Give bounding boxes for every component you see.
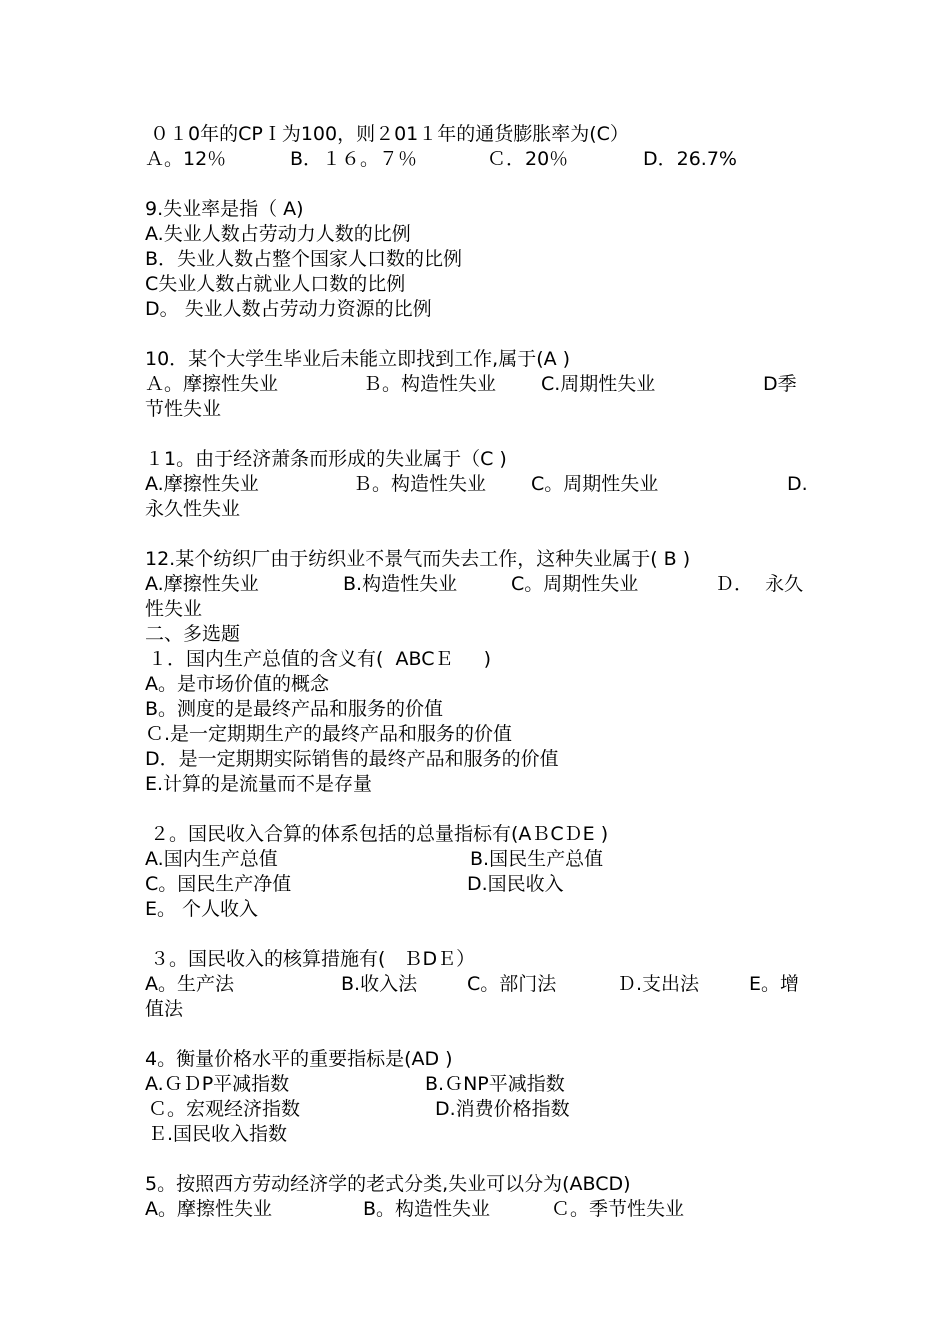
- option-b: Ｂ。构造性失业: [353, 473, 487, 495]
- option-c: C失业人数占就业人口数的比例: [145, 273, 406, 295]
- option-e: E.计算的是流量而不是存量: [145, 773, 373, 795]
- option-e: E。增: [749, 973, 800, 995]
- option-d-continued: 节性失业: [145, 398, 222, 420]
- option-d-continued: 性失业: [145, 598, 203, 620]
- option-e: Ｅ.国民收入指数: [148, 1123, 288, 1145]
- question-12-stem: 12.某个纺织厂由于纺织业不景气而失去工作，这种失业属于( B ): [145, 548, 691, 570]
- option-b: B。测度的是最终产品和服务的价值: [145, 698, 444, 720]
- option-b: B．１６。７％: [290, 148, 418, 170]
- option-a: A.摩擦性失业: [145, 573, 259, 595]
- option-b: Ｂ。构造性失业: [363, 373, 497, 395]
- option-a: A。摩擦性失业: [145, 1198, 272, 1220]
- multi-question-4-row-1: [145, 1072, 810, 1097]
- question-10-stem: 10．某个大学生毕业后未能立即找到工作,属于(A ): [145, 348, 571, 370]
- option-b: B。构造性失业: [363, 1198, 491, 1220]
- multi-question-3-options: [145, 972, 810, 997]
- option-d: Ｄ． 永久: [715, 573, 804, 595]
- document-page: [145, 122, 810, 1222]
- option-b: B.国民生产总值: [470, 848, 604, 870]
- option-d: D．是一定期期实际销售的最终产品和服务的价值: [145, 748, 559, 770]
- option-a: A.摩擦性失业: [145, 473, 259, 495]
- multi-question-2-row-2: [145, 872, 810, 897]
- multi-question-5-options: [145, 1197, 810, 1222]
- option-a: A。是市场价值的概念: [145, 673, 329, 695]
- option-b: B.ＧNP平减指数: [425, 1073, 565, 1095]
- option-a: A.失业人数占劳动力人数的比例: [145, 223, 411, 245]
- option-c: C。周期性失业: [511, 573, 639, 595]
- option-c: Ｃ。宏观经济指数: [148, 1098, 301, 1120]
- option-e: E。 个人收入: [145, 898, 259, 920]
- option-a: Ａ。摩擦性失业: [145, 373, 279, 395]
- multi-question-4-row-2: [145, 1097, 810, 1122]
- option-e-continued: 值法: [145, 998, 184, 1020]
- option-b: B.收入法: [341, 973, 418, 995]
- option-d: D.国民收入: [467, 873, 564, 895]
- multi-question-5-stem: 5。按照西方劳动经济学的老式分类,失业可以分为(ABCD): [145, 1173, 631, 1195]
- option-d-continued: 永久性失业: [145, 498, 241, 520]
- option-c: Ｃ．20％: [487, 148, 569, 170]
- option-d: D.: [787, 473, 808, 495]
- multi-question-3-stem: ３。国民收入的核算措施有( ＢDＥ）: [150, 948, 476, 970]
- option-a: A.国内生产总值: [145, 848, 278, 870]
- multi-question-2-row-1: [145, 847, 810, 872]
- option-a: Ａ。12％: [145, 148, 227, 170]
- option-c: Ｃ.是一定期期生产的最终产品和服务的价值: [145, 723, 513, 745]
- option-a: A.ＧＤP平减指数: [145, 1073, 290, 1095]
- multi-question-4-stem: 4。衡量价格水平的重要指标是(AD ): [145, 1048, 453, 1070]
- option-c: C。国民生产净值: [145, 873, 292, 895]
- multi-question-1-stem: １．国内生产总值的含义有( ABCＥ ): [148, 648, 492, 670]
- option-b: B．失业人数占整个国家人口数的比例: [145, 248, 463, 270]
- question-11-options: [145, 472, 810, 497]
- question-11-stem: １1。由于经济萧条而形成的失业属于（C ): [145, 448, 507, 470]
- option-a: A。生产法: [145, 973, 234, 995]
- question-10-options: [145, 372, 810, 397]
- multi-question-2-stem: ２。国民收入合算的体系包括的总量指标有(AＢCＤE ): [150, 823, 609, 845]
- option-d: D季: [763, 373, 797, 395]
- option-c: C.周期性失业: [541, 373, 656, 395]
- option-d: D。 失业人数占劳动力资源的比例: [145, 298, 432, 320]
- section-title: 二、多选题: [145, 623, 241, 645]
- option-c: Ｃ。季节性失业: [551, 1198, 685, 1220]
- option-d: Ｄ.支出法: [617, 973, 700, 995]
- question-8-options: [145, 147, 810, 172]
- option-c: C。周期性失业: [531, 473, 659, 495]
- question-9-stem: 9.失业率是指（ A): [145, 198, 304, 220]
- option-c: C。部门法: [467, 973, 557, 995]
- question-8-stem: ０１0年的CPＩ为100，则２01１年的通货膨胀率为(C）: [150, 123, 629, 145]
- option-d: D．26.7%: [643, 148, 737, 170]
- option-b: B.构造性失业: [343, 573, 458, 595]
- option-d: D.消费价格指数: [435, 1098, 570, 1120]
- question-12-options: [145, 572, 810, 597]
